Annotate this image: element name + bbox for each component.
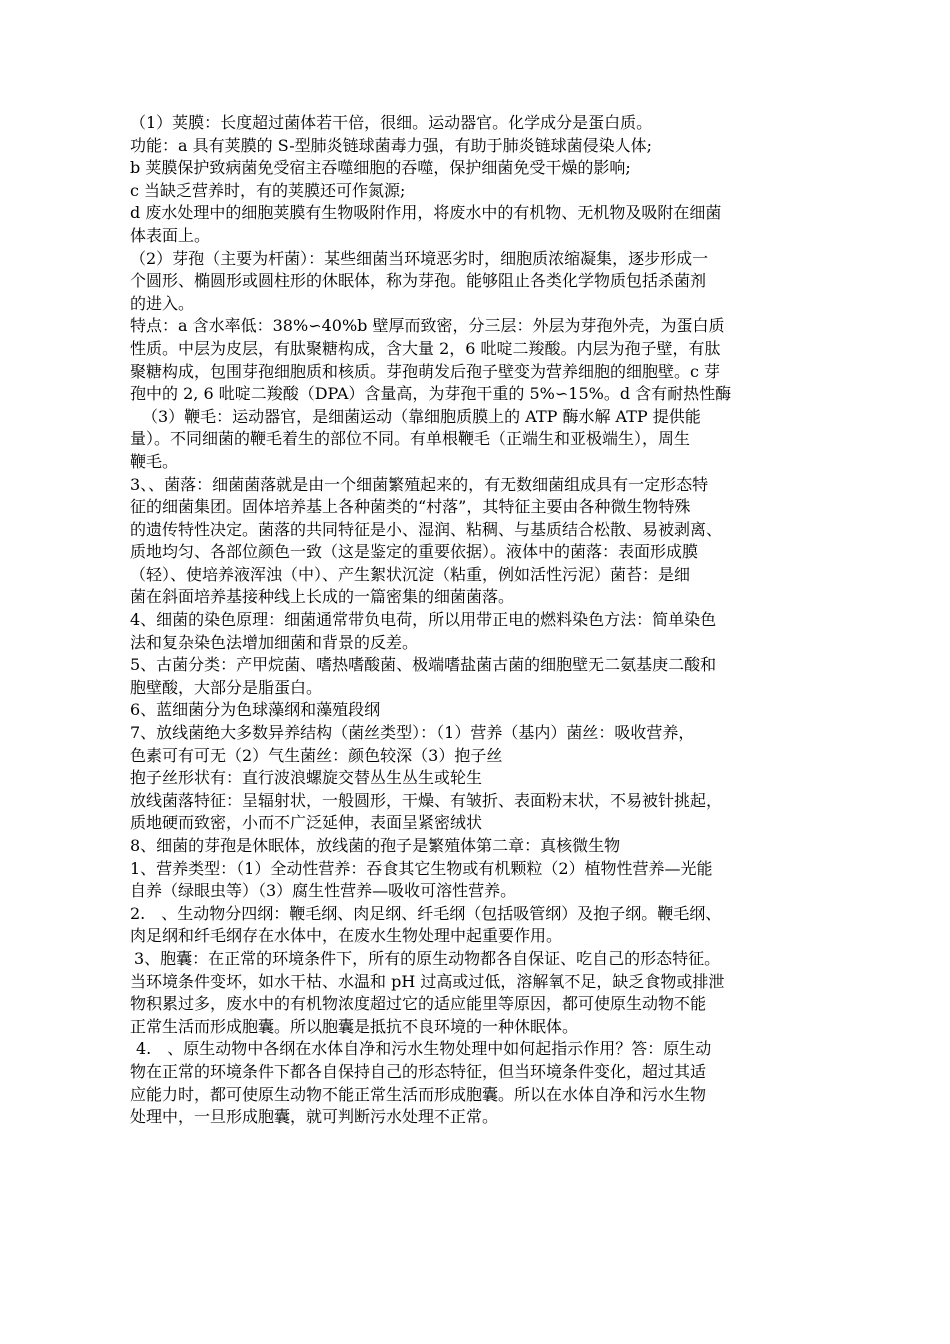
text-line: 征的细菌集团。固体培养基上各种菌类的“村落”，其特征主要由各种微生物特殊: [130, 497, 691, 517]
text-line: 8、细菌的芽孢是休眠体，放线菌的孢子是繁殖体第二章：真核微生物: [130, 836, 621, 855]
text-line: 5、古菌分类：产甲烷菌、嗜热嗜酸菌、极端嗜盐菌古菌的细胞壁无二氨基庚二酸和: [130, 655, 717, 675]
text-line: 聚糖构成，包围芽孢细胞质和核质。芽孢萌发后孢子壁变为营养细胞的细胞壁。c 芽: [130, 361, 721, 381]
text-line: 3、、菌落：细菌菌落就是由一个细菌繁殖起来的，有无数细菌组成具有一定形态特: [130, 474, 709, 494]
text-line: 3、胞囊：在正常的环境条件下，所有的原生动物都各自保证、吃自己的形态特征。: [134, 948, 721, 968]
text-line: 质地均匀、各部位颜色一致（这是鉴定的重要依据）。液体中的菌落：表面形成膜: [130, 542, 699, 562]
text-line: 质地硬而致密，小而不广泛延伸，表面呈紧密绒状: [130, 813, 483, 833]
text-line: 肉足纲和纤毛纲存在水体中，在废水生物处理中起重要作用。: [130, 926, 563, 946]
text-line: 体表面上。: [130, 225, 211, 245]
text-line: （2）芽孢（主要为杆菌）：某些细菌当环境恶劣时，细胞质浓缩凝集，逐步形成一: [130, 248, 709, 268]
text-line: 胞壁酸，大部分是脂蛋白。: [130, 677, 323, 697]
text-line: 色素可有可无（2）气生菌丝：颜色较深（3）抱子丝: [130, 745, 503, 765]
text-line: 抱子丝形状有：直行波浪螺旋交替丛生丛生或轮生: [130, 768, 483, 788]
text-line: 量）。不同细菌的鞭毛着生的部位不同。有单根鞭毛（正端生和亚极端生），周生: [130, 429, 691, 449]
text-line: 菌在斜面培养基接种线上长成的一篇密集的细菌菌落。: [130, 587, 515, 607]
text-line: 1、营养类型：（1）全动性营养：吞食其它生物或有机颗粒（2）植物性营养—光能: [130, 858, 713, 878]
text-line: 物在正常的环境条件下都各自保持自己的形态特征，但当环境条件变化，超过其适: [130, 1061, 707, 1081]
text-line: d 废水处理中的细胞荚膜有生物吸附作用，将废水中的有机物、无机物及吸附在细菌: [130, 203, 722, 223]
text-line: 性质。中层为皮层，有肽聚糖构成，含大量 2，6 吡啶二羧酸。内层为孢子壁，有肽: [130, 338, 721, 358]
text-line: 孢中的 2, 6 吡啶二羧酸（DPA）含量高，为芽孢干重的 5%∽15%。d 含有耐热性酶: [130, 384, 732, 404]
text-line: 鞭毛。: [130, 451, 179, 471]
text-line: 放线菌落特征：呈辐射状，一般圆形，干燥、有皱折、表面粉末状，不易被针挑起，: [130, 790, 723, 810]
document-page: [130, 112, 850, 1129]
text-line: 4. 、原生动物中各纲在水体自净和污水生物处理中如何起指示作用？答：原生动: [136, 1039, 712, 1059]
text-line: （1）荚膜：长度超过菌体若干倍，很细。运动器官。化学成分是蛋白质。: [130, 113, 653, 132]
text-line: 物积累过多，废水中的有机物浓度超过它的适应能里等原因，都可使原生动物不能: [130, 994, 707, 1014]
text-line: 法和复杂染色法增加细菌和背景的反差。: [130, 632, 419, 652]
text-line: 应能力时，都可使原生动物不能正常生活而形成胞囊。所以在水体自净和污水生物: [130, 1084, 707, 1104]
text-line: 个圆形、椭圆形或圆柱形的休眠体，称为芽孢。能够阻止各类化学物质包括杀菌剂: [130, 271, 707, 291]
text-line: 功能：a 具有荚膜的 S-型肺炎链球菌毒力强，有助于肺炎链球菌侵染人体;: [130, 135, 653, 155]
text-line: 2. 、生动物分四纲：鞭毛纲、肉足纲、纤毛纲（包括吸管纲）及抱子纲。鞭毛纲、: [130, 903, 722, 923]
text-line: 7、放线菌绝大多数异养结构（菌丝类型）：（1）营养（基内）菌丝：吸收营养，: [130, 723, 695, 743]
text-line: 4、细菌的染色原理：细菌通常带负电荷，所以用带正电的燃料染色方法：简单染色: [130, 610, 717, 630]
text-line: 自养（绿眼虫等）（3）腐生性营养—吸收可溶性营养。: [130, 881, 517, 901]
text-line: 6、蓝细菌分为色球藻纲和藻殖段纲: [130, 700, 381, 720]
text-line: 当环境条件变坏，如水干枯、水温和 pH 过高或过低，溶解氧不足，缺乏食物或排泄: [130, 971, 725, 991]
text-line: 的遗传特性决定。菌落的共同特征是小、湿润、粘稠、与基质结合松散、易被剥离、: [130, 519, 723, 539]
text-line: 的进入。: [130, 293, 195, 313]
text-line: （3）鞭毛：运动器官，是细菌运动（靠细胞质膜上的 ATP 酶水解 ATP 提供能: [142, 406, 701, 426]
text-line: 特点：a 含水率低：38%∽40%b 壁厚而致密，分三层：外层为芽孢外壳，为蛋白质: [130, 316, 725, 336]
text-line: b 荚膜保护致病菌免受宿主吞噬细胞的吞噬，保护细菌免受干燥的影响;: [130, 158, 631, 178]
text-line: c 当缺乏营养时，有的荚膜还可作氮源;: [130, 180, 406, 200]
text-line: （轻）、使培养液浑浊（中）、产生絮状沉淀（粘重，例如活性污泥）菌苔：是细: [130, 564, 691, 584]
text-line: 正常生活而形成胞囊。所以胞囊是抵抗不良环境的一种休眠体。: [130, 1016, 579, 1036]
text-line: 处理中，一旦形成胞囊，就可判断污水处理不正常。: [130, 1107, 499, 1127]
